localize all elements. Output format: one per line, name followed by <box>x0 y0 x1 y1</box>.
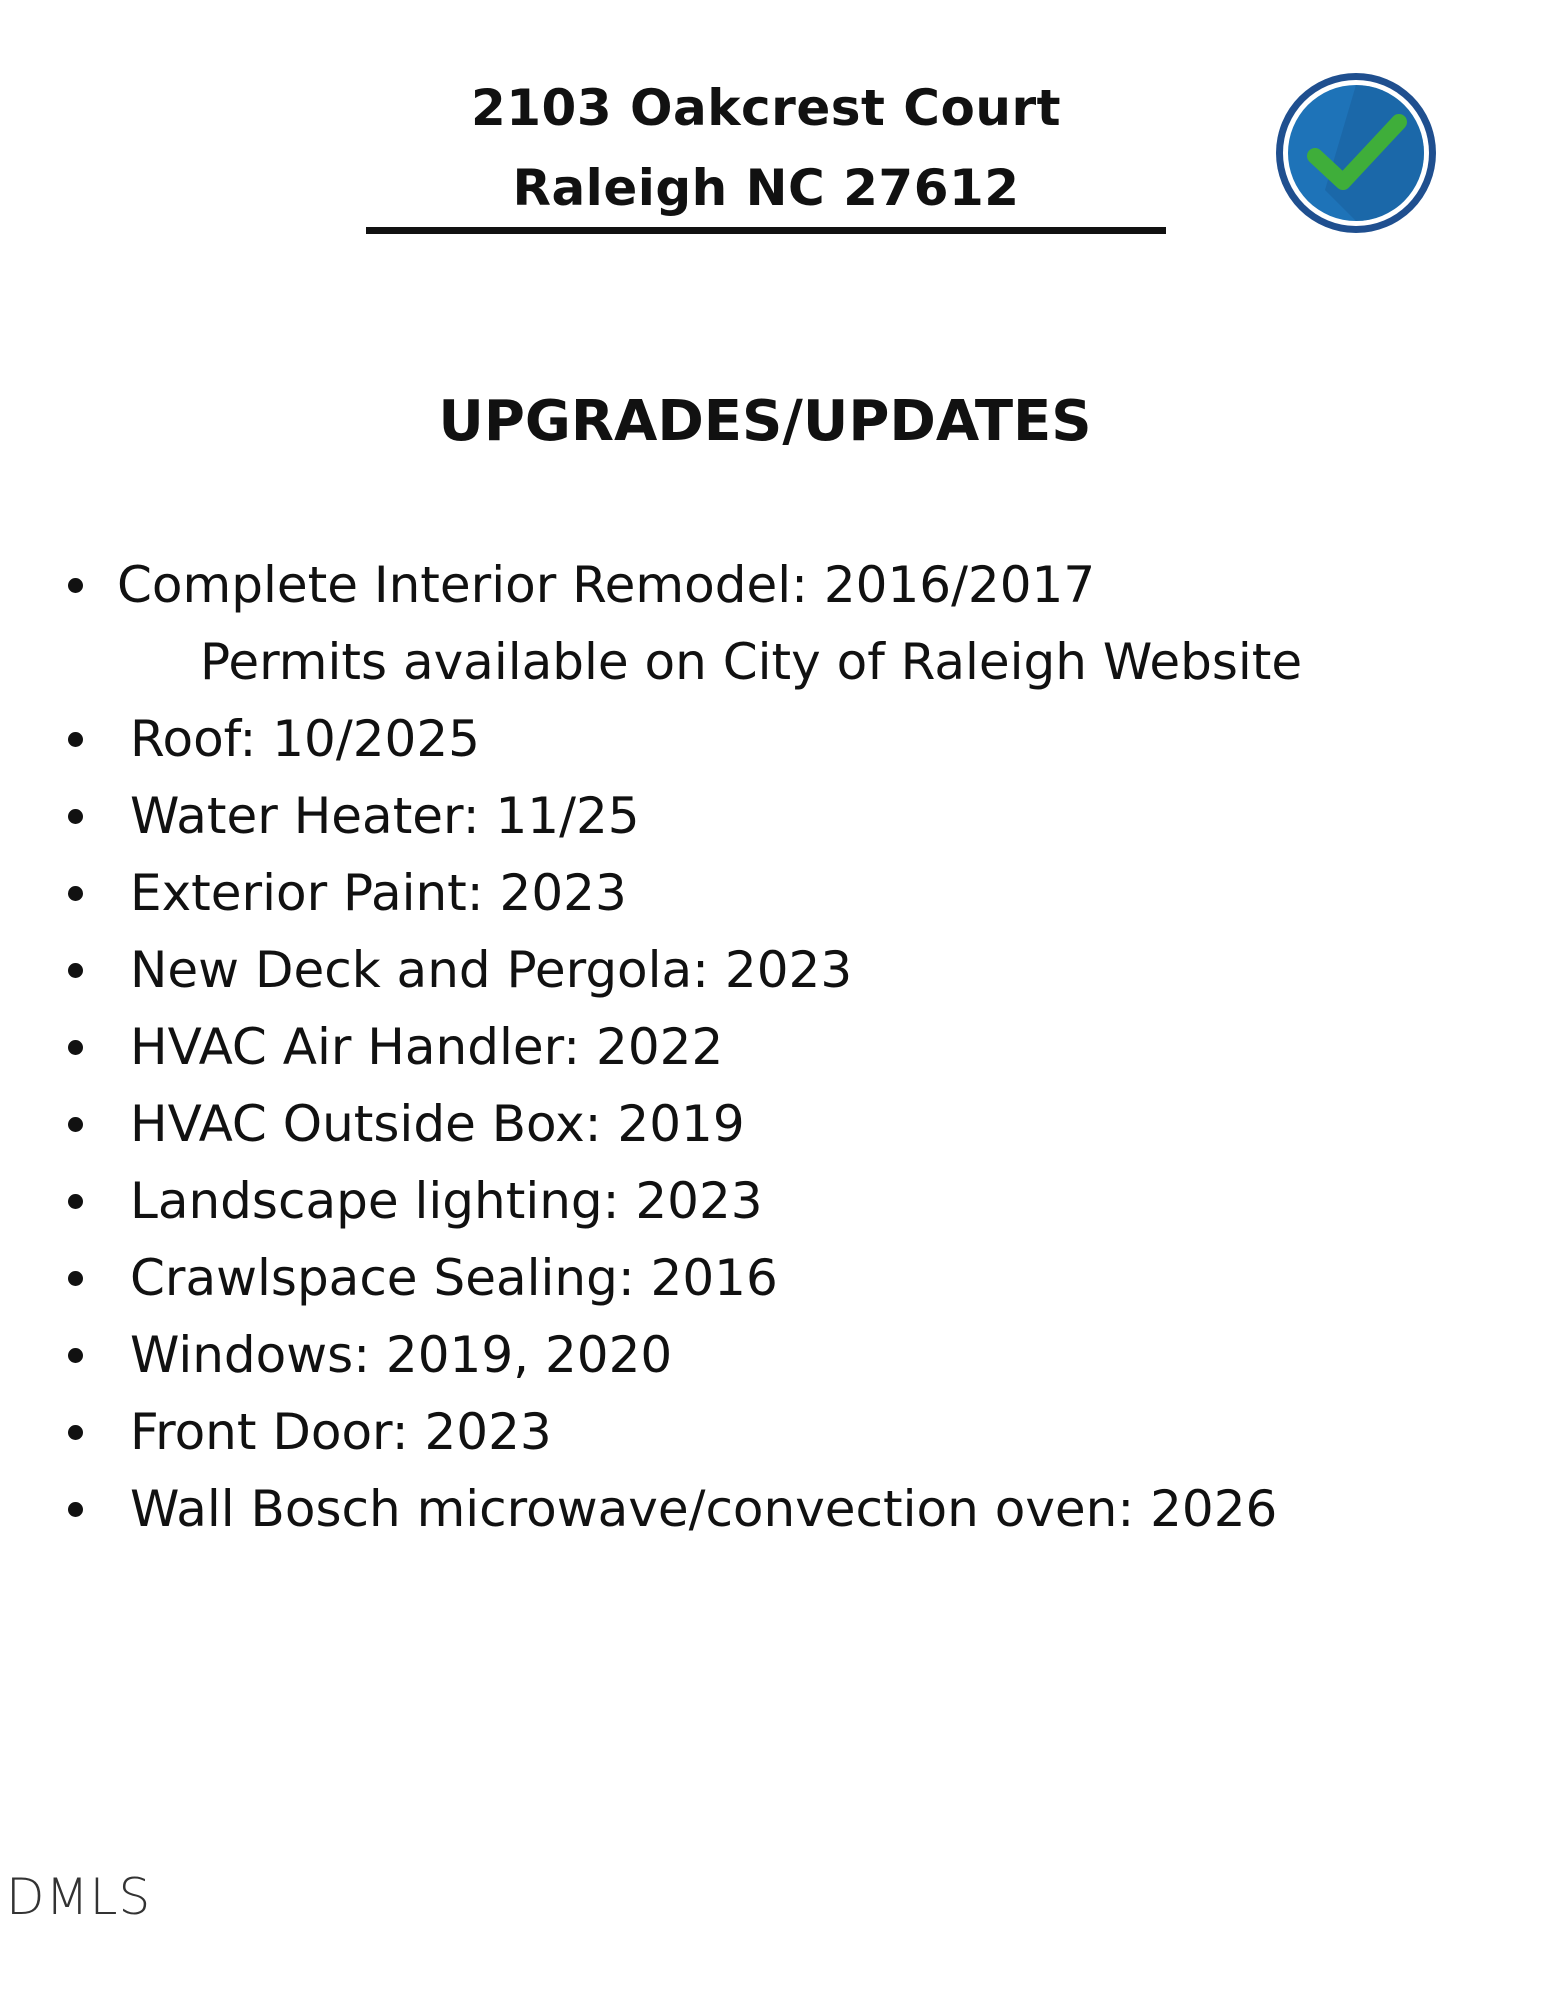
list-item <box>0 1240 1545 1317</box>
watermark-logo: DMLS <box>6 1868 152 1926</box>
bullet-icon <box>68 886 83 901</box>
list-item-text: HVAC Outside Box: 2019 <box>130 1095 745 1153</box>
section-title: UPGRADES/UPDATES <box>438 389 1092 454</box>
bullet-icon <box>68 578 83 593</box>
address-underline <box>366 227 1166 234</box>
bullet-icon <box>68 809 83 824</box>
bullet-icon <box>68 1040 83 1055</box>
list-item <box>0 1009 1545 1086</box>
list-item <box>0 701 1545 778</box>
bullet-icon <box>68 1502 83 1517</box>
list-item-text: Water Heater: 11/25 <box>130 787 640 845</box>
list-item-text: Front Door: 2023 <box>130 1403 552 1461</box>
list-item-text: Exterior Paint: 2023 <box>130 864 627 922</box>
bullet-icon <box>68 1117 83 1132</box>
list-item <box>0 778 1545 855</box>
upgrades-list <box>0 547 1545 1548</box>
list-item <box>0 1317 1545 1394</box>
list-item-text: New Deck and Pergola: 2023 <box>130 941 853 999</box>
bullet-icon <box>68 1194 83 1209</box>
list-item-text: Windows: 2019, 2020 <box>130 1326 673 1384</box>
list-item <box>0 855 1545 932</box>
list-item-text: HVAC Air Handler: 2022 <box>130 1018 724 1076</box>
list-item <box>0 1163 1545 1240</box>
list-item-note: Permits available on City of Raleigh Website <box>200 633 1303 691</box>
list-item <box>0 932 1545 1009</box>
list-item <box>0 1394 1545 1471</box>
property-address <box>366 68 1166 228</box>
checkmark-circle-icon <box>1275 72 1437 234</box>
address-street: 2103 Oakcrest Court <box>470 79 1062 137</box>
list-item <box>0 547 1545 701</box>
bullet-icon <box>68 732 83 747</box>
bullet-icon <box>68 1425 83 1440</box>
bullet-icon <box>68 963 83 978</box>
list-item <box>0 1471 1545 1548</box>
address-city-state-zip: Raleigh NC 27612 <box>512 159 1020 217</box>
bullet-icon <box>68 1348 83 1363</box>
list-item-text: Landscape lighting: 2023 <box>130 1172 763 1230</box>
list-item <box>0 1086 1545 1163</box>
list-item-text: Roof: 10/2025 <box>130 710 480 768</box>
list-item-text: Crawlspace Sealing: 2016 <box>130 1249 778 1307</box>
bullet-icon <box>68 1271 83 1286</box>
list-item-text: Complete Interior Remodel: 2016/2017 <box>117 556 1096 614</box>
list-item-text: Wall Bosch microwave/convection oven: 2026 <box>130 1480 1278 1538</box>
